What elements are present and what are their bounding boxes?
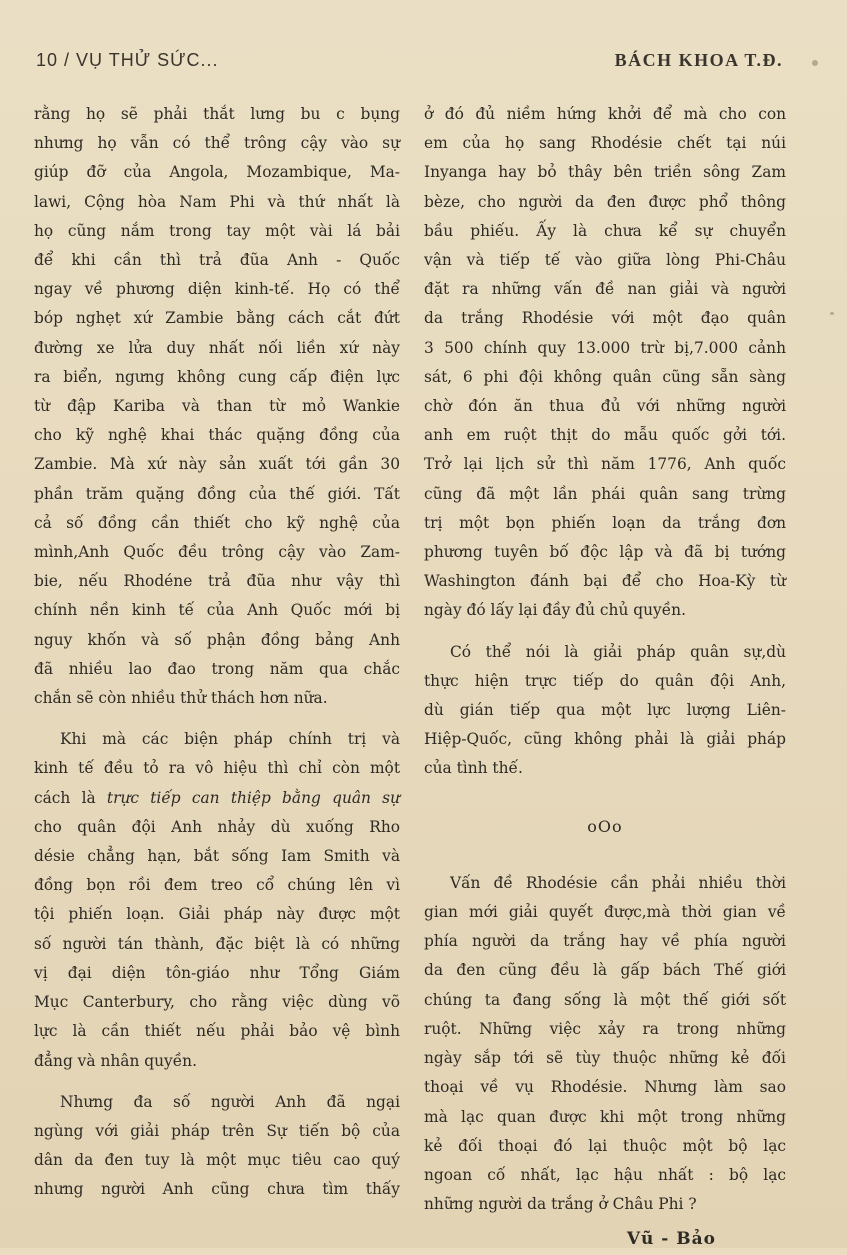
paragraph-line: Inyanga hay bỏ thây bên triền sông Zam	[424, 163, 786, 182]
paragraph-3	[34, 1088, 400, 1205]
paragraph-line: Khi mà các biện pháp chính trị và	[60, 730, 400, 749]
paragraph-line-mixed	[34, 784, 400, 813]
paragraph-line: ngày sắp tới sẽ tùy thuộc những kẻ đối	[424, 1049, 786, 1068]
paragraph-line: ra biển, ngưng không cung cấp điện lực	[34, 367, 400, 386]
paragraph-line: ở đó đủ niềm hứng khởi để mà cho con	[424, 105, 786, 123]
running-head-left: 10 / VỤ THỬ SỨC...	[36, 50, 219, 70]
paragraph-line: bèze, cho người da đen được phổ thông	[424, 192, 786, 211]
paragraph-line: cho quân đội Anh nhảy dù xuống Rho	[34, 817, 400, 836]
paper-speck	[830, 312, 834, 315]
paragraph-line: nhưng người Anh cũng chưa tìm thấy	[34, 1180, 400, 1199]
paragraph-line: đẳng và nhân quyền.	[34, 1051, 197, 1070]
paragraph-line: ngay về phương diện kinh-tế. Họ có thể	[34, 280, 400, 299]
paragraph-line: Hiệp-Quốc, cũng không phải là giải pháp	[424, 730, 786, 749]
paragraph-line: kinh tế đều tỏ ra vô hiệu thì chỉ còn một	[34, 759, 400, 778]
paragraph-line: ruột. Những việc xảy ra trong những	[424, 1019, 786, 1038]
paragraph-line: vị đại diện tôn-giáo như Tổng Giám	[34, 963, 400, 982]
paragraph-line: chúng ta đang sống là một thế giới sốt	[424, 990, 786, 1009]
paragraph-line: cho kỹ nghệ khai thác quặng đồng của	[34, 426, 400, 445]
paragraph-line: đã nhiều lao đao trong năm qua chắc	[34, 659, 400, 678]
paragraph-line: bóp nghẹt xứ Zambie bằng cách cắt đứt	[34, 309, 400, 328]
text-run: cách là	[34, 788, 107, 807]
author-signature: Vũ - Bảo	[626, 1229, 716, 1250]
paragraph-line: Trở lại lịch sử thì năm 1776, Anh quốc	[424, 455, 786, 474]
emphasis-text: trực tiếp can thiệp bằng quân sự	[106, 788, 400, 807]
paragraph-line: đồng bọn rồi đem treo cổ chúng lên vì	[34, 876, 400, 895]
paragraph-line: Mục Canterbury, cho rằng việc dùng võ	[34, 993, 400, 1012]
paragraph-line: chính nền kinh tế của Anh Quốc mới bị	[34, 601, 400, 620]
right-column	[424, 100, 786, 1255]
paragraph-line: Vấn đề Rhodésie cần phải nhiều thời	[450, 873, 786, 892]
paragraph-1	[424, 100, 786, 626]
paragraph-line: bie, nếu Rhodéne trả đũa như vậy thì	[34, 572, 400, 591]
paragraph-3	[424, 869, 786, 1219]
paragraph-line: những người da trắng ở Châu Phi ?	[424, 1195, 697, 1214]
paragraph-line: dân da đen tuy là một mục tiêu cao quý	[34, 1151, 400, 1170]
paragraph-2	[424, 638, 786, 784]
paragraph-line: từ đập Kariba và than từ mỏ Wankie	[34, 397, 400, 416]
paper-speck	[812, 60, 818, 66]
paragraph-line: ngoan cố nhất, lạc hậu nhất : bộ lạc	[424, 1165, 786, 1184]
left-column	[34, 100, 400, 1205]
paragraph-line: lawi, Cộng hòa Nam Phi và thứ nhất là	[34, 192, 400, 211]
paragraph-line: cả số đồng cần thiết cho kỹ nghệ của	[34, 513, 400, 532]
paragraph-line: ngày đó lấy lại đầy đủ chủ quyền.	[424, 601, 686, 620]
paragraph-line: số người tán thành, đặc biệt là có những	[34, 934, 400, 953]
paragraph-line: 3 500 chính quy 13.000 trừ bị,7.000 cảnh	[424, 338, 786, 357]
paragraph-1	[34, 100, 400, 713]
paragraph-line: chờ đón ăn thua đủ với những người	[424, 397, 786, 416]
paragraph-line: nhưng họ vẫn có thể trông cậy vào sự	[34, 134, 400, 153]
paragraph-line: ngùng với giải pháp trên Sự tiến bộ của	[34, 1121, 400, 1140]
paragraph-line: mình,Anh Quốc đều trông cậy vào Zam-	[34, 543, 400, 562]
paragraph-line: để khi cần thì trả đũa Anh - Quốc	[34, 251, 400, 270]
paragraph-line: Nhưng đa số người Anh đã ngại	[60, 1092, 400, 1111]
paragraph-line: Có thể nói là giải pháp quân sự,dù	[450, 642, 786, 661]
paragraph-line: cũng đã một lần phái quân sang trừng	[424, 484, 786, 503]
paragraph-line: bầu phiếu. Ấy là chưa kể sự chuyển	[424, 221, 786, 240]
paragraph-line: mà lạc quan được khi một trong những	[424, 1107, 786, 1126]
paragraph-rest	[34, 813, 400, 1076]
paragraph-line: đặt ra những vấn đề nan giải và người	[424, 280, 786, 299]
page-header	[36, 50, 783, 71]
paragraph-line: anh em ruột thịt do mẫu quốc gởi tới.	[424, 426, 786, 445]
paragraph-line: lực là cần thiết nếu phải bảo vệ bình	[34, 1022, 400, 1041]
section-separator: oOo	[587, 816, 623, 836]
paragraph-line: của tình thế.	[424, 759, 523, 778]
paragraph-line: phía người da trắng hay về phía người	[424, 932, 786, 951]
paragraph-line: Zambie. Mà xứ này sản xuất tới gần 30	[34, 455, 400, 474]
paragraph-line: chắn sẽ còn nhiều thử thách hơn nữa.	[34, 689, 328, 708]
paragraph-line: kẻ đối thoại đó lại thuộc một bộ lạc	[424, 1136, 786, 1155]
paragraph-line: em của họ sang Rhodésie chết tại núi	[424, 134, 786, 153]
paragraph-line: trị một bọn phiến loạn da trắng đơn	[424, 513, 786, 532]
paragraph-line: tội phiến loạn. Giải pháp này được một	[34, 905, 400, 924]
paragraph-line: đường xe lửa duy nhất nối liền xứ này	[34, 338, 400, 357]
paragraph-line: da đen cũng đều là gấp bách Thế giới	[424, 961, 786, 980]
paragraph-line: vận và tiếp tế vào giữa lòng Phi-Châu	[424, 251, 786, 270]
paragraph-line: sát, 6 phi đội không quân cũng sẵn sàng	[424, 367, 786, 386]
paragraph-line: thực hiện trực tiếp do quân đội Anh,	[424, 671, 786, 690]
paragraph-line: Washington đánh bại để cho Hoa-Kỳ từ	[424, 572, 786, 591]
paragraph-line: da trắng Rhodésie với một đạo quân	[424, 309, 786, 328]
paragraph-line: nguy khốn và số phận đồng bảng Anh	[34, 630, 400, 649]
paragraph-line: thoại về vụ Rhodésie. Nhưng làm sao	[424, 1078, 786, 1097]
paragraph-line: dù gián tiếp qua một lực lượng Liên-	[424, 701, 786, 720]
paragraph-line: họ cũng nắm trong tay một vài lá bải	[34, 221, 400, 240]
paragraph-line: giúp đỡ của Angola, Mozambique, Ma-	[34, 163, 400, 182]
running-head-right: BÁCH KHOA T.Đ.	[614, 50, 783, 70]
paragraph-2	[34, 725, 400, 1075]
paragraph-line: rằng họ sẽ phải thắt lưng bu c bụng	[34, 105, 400, 123]
paragraph-line: phương tuyên bố độc lập và đã bị tướng	[424, 543, 786, 562]
paragraph-line: gian mới giải quyết được,mà thời gian về	[424, 903, 786, 922]
paragraph-line: phần trăm quặng đồng của thế giới. Tất	[34, 484, 400, 503]
paragraph-line: désie chẳng hạn, bắt sống Iam Smith và	[34, 847, 400, 866]
